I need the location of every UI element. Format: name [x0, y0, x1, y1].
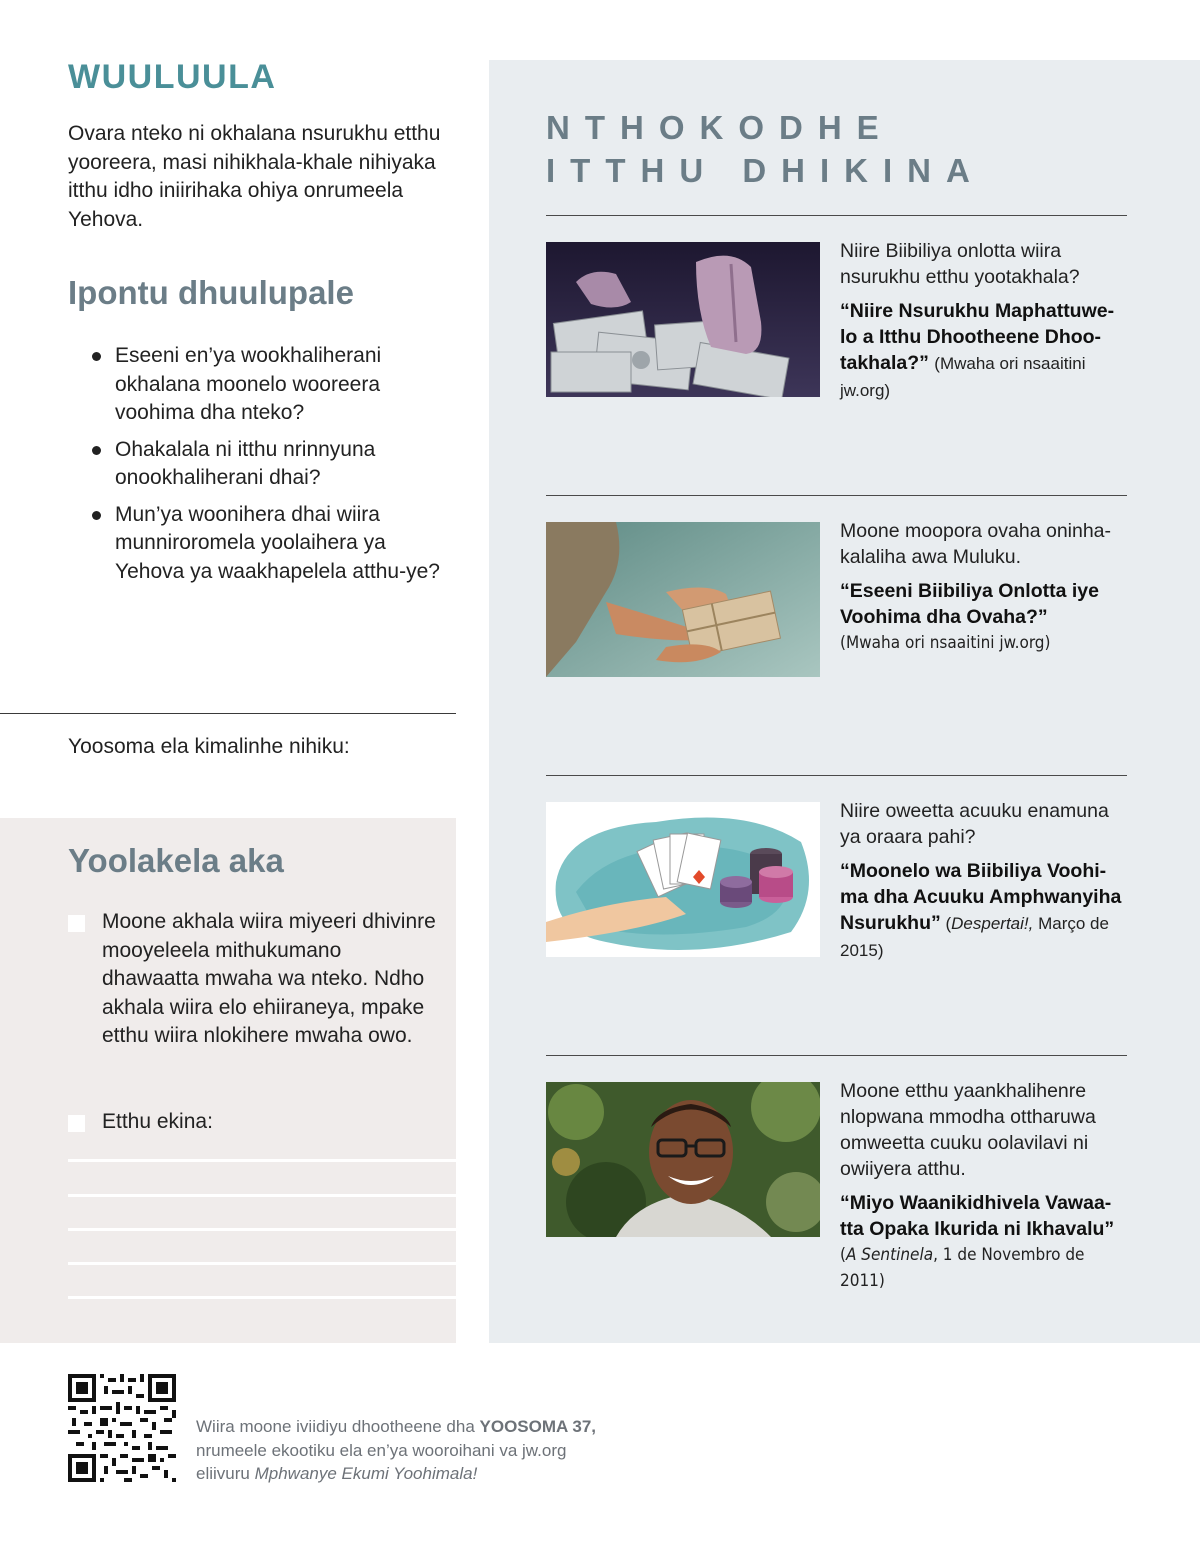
qr-code[interactable] — [68, 1374, 176, 1482]
write-line[interactable] — [68, 1262, 456, 1265]
resource-item — [840, 798, 1130, 964]
list-item — [92, 436, 452, 493]
divider — [546, 495, 1127, 496]
write-line[interactable] — [68, 1194, 456, 1197]
divider — [546, 215, 1127, 216]
resource-description: Moone etthu yaankhalihenre nlopwana mmodha ottharuwa omweetta cuuku oolavilavi ni owiiyera atthu. — [840, 1080, 1096, 1180]
write-line[interactable] — [68, 1228, 456, 1231]
resource-description: Niire Biibiliya onlotta wiira nsurukhu etthu yootakhala? — [840, 240, 1080, 288]
write-line[interactable] — [68, 1296, 456, 1299]
cards-photo[interactable] — [546, 802, 820, 957]
checkbox[interactable] — [68, 915, 85, 932]
divider — [0, 713, 456, 714]
list-item-text: Ohakalala ni itthu nrinnyuna onookhaliherani dhai? — [115, 437, 376, 489]
source-publication: A Sentinela — [845, 1245, 934, 1265]
explore-title-line: NTHOKODHE — [546, 109, 894, 146]
source-prefix: ( — [840, 1245, 846, 1265]
footer-text-part: eliivuru — [196, 1464, 255, 1483]
resource-item — [840, 1078, 1130, 1294]
resource-source: (Mwaha ori nsaaitini jw.org) — [840, 633, 1051, 653]
footer-text-part: Wiira moone iviidiyu dhootheene dha — [196, 1417, 480, 1436]
footer-line — [196, 1415, 676, 1439]
resource-description: Niire oweetta acuuku enamuna ya oraara pahi? — [840, 800, 1109, 848]
list-item-text: Eseeni en’ya wookhaliherani okhalana moonelo wooreera voohima dha nteko? — [115, 344, 382, 424]
write-line[interactable] — [68, 1159, 456, 1162]
resource-title-link[interactable] — [840, 858, 1130, 964]
list-item-text: Mun’ya woonihera dhai wiira munniroromela yoolaihera ya Yehova ya waakhapelela atthu-ye? — [115, 502, 440, 583]
footer-book-title: Mphwanye Ekumi Yoohimala! — [254, 1464, 478, 1483]
source-publication: Despertai!, — [951, 914, 1034, 933]
source-date: , 1 de Novembro de 2011) — [840, 1245, 1085, 1291]
footer-note — [196, 1415, 676, 1486]
resource-source: (Mwaha ori nsaaitini jw.org) — [840, 354, 1086, 400]
footer-line — [196, 1462, 676, 1486]
summary-text: Ovara nteko ni okhalana nsurukhu etthu yooreera, masi nihikhala-khale nihiyaka itthu idho iniirihaka ohiya onrumeela Yehova. — [68, 122, 441, 231]
list-item — [92, 501, 452, 587]
goals-title: Yoolakela aka — [68, 842, 284, 879]
checkbox[interactable] — [68, 1115, 85, 1132]
footer-line: nrumeele ekootiku ela en’ya wooroihani va jw.org — [196, 1440, 567, 1460]
goal-item-text: Moone akhala wiira miyeeri dhivinre mooyeleela mithukumano dhawaatta mwaha wa nteko. Ndho akhala wiira elo ehiiraneya, mpake etthu wiira nlokihere mwaha owo. — [102, 910, 436, 1047]
source-date: Março de 2015) — [840, 914, 1109, 960]
resource-title[interactable]: “Niire Nsurukhu Maphattuwe-lo a Itthu Dhootheene Dhoo-takhala?” — [840, 300, 1115, 374]
bullet-icon — [92, 511, 101, 520]
divider — [546, 775, 1127, 776]
resource-title[interactable]: “Eseeni Biibiliya Onlotta iye Voohima dha Ovaha?” — [840, 580, 1099, 628]
list-item — [92, 342, 452, 428]
resource-source — [840, 1242, 1130, 1294]
goal-item — [68, 908, 438, 1051]
review-title: Ipontu dhuulupale — [68, 274, 354, 311]
resource-item — [840, 518, 1130, 656]
resource-title[interactable]: “Miyo Waanikidhivela Vawaa-tta Opaka Ikurida ni Ikhavalu” — [840, 1192, 1115, 1240]
explore-title — [546, 106, 985, 192]
source-prefix: ( — [940, 914, 952, 933]
gift-photo[interactable] — [546, 522, 820, 677]
resource-description: Moone moopora ovaha oninha-kalaliha awa Muluku. — [840, 520, 1112, 568]
bullet-icon — [92, 446, 101, 455]
goal-item — [68, 1108, 438, 1137]
man-photo[interactable] — [546, 1082, 820, 1237]
summary-title: WUULUULA — [68, 58, 277, 96]
goal-item-text: Etthu ekina: — [102, 1110, 213, 1133]
resource-item — [840, 238, 1130, 404]
divider — [546, 1055, 1127, 1056]
resource-title[interactable]: “Moonelo wa Biibiliya Voohi-ma dha Acuuku Amphwanyiha Nsurukhu” — [840, 860, 1122, 934]
review-list — [92, 342, 452, 594]
resource-title-link[interactable] — [840, 298, 1130, 404]
completion-date-label: Yoosoma ela kimalinhe nihiku: — [68, 735, 350, 758]
money-photo[interactable] — [546, 242, 820, 397]
bullet-icon — [92, 352, 101, 361]
explore-title-line: ITTHU DHIKINA — [546, 152, 985, 189]
footer-lesson-ref: YOOSOMA 37, — [479, 1417, 597, 1436]
